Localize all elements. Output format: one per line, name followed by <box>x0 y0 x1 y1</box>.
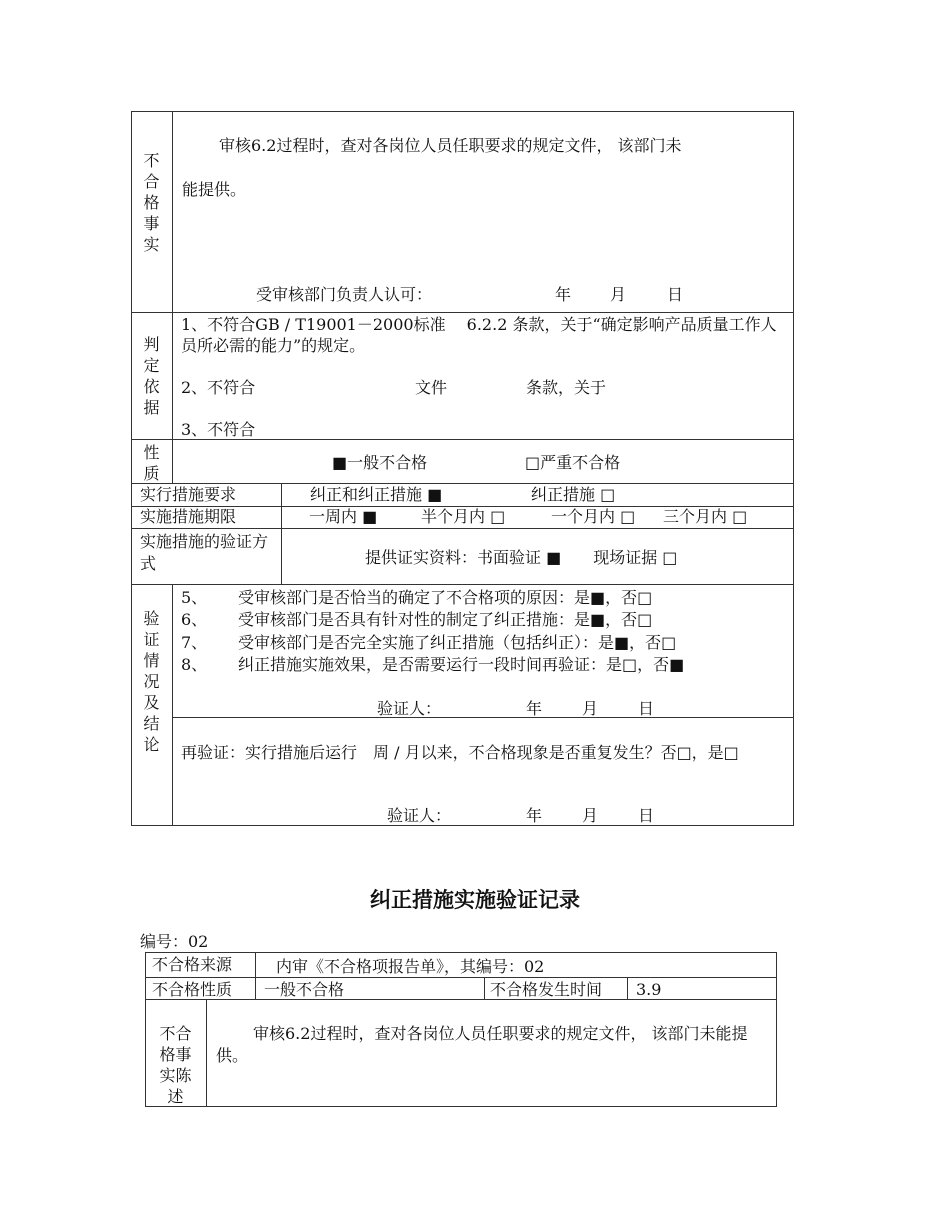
source-label: 不合格来源 <box>152 955 233 974</box>
basis-item-1: 1、不符合GB / T19001－2000标准 6.2.2 条款，关于“确定影响产品质量工作人员所必需的能力”的规定。 <box>181 315 777 355</box>
reverifier-year: 年 <box>526 806 543 825</box>
verifier-year: 年 <box>526 699 543 718</box>
nonconformity-nature-value: 一般不合格 <box>264 980 345 999</box>
approval-label: 受审核部门负责人认可： <box>256 285 433 304</box>
verify-check-6-text: 受审核部门是否具有针对性的制定了纠正措施：是■，否□ <box>238 610 653 629</box>
nature-label: 性 质 <box>143 443 160 483</box>
approval-month: 月 <box>610 285 627 304</box>
basis-item-2-clause: 条款，关于 <box>526 378 607 397</box>
record-title: 纠正措施实施验证记录 <box>370 888 580 912</box>
verify-method-text: 提供证实资料：书面验证 ■ 现场证据 □ <box>365 548 678 567</box>
reverifier-day: 日 <box>638 806 655 825</box>
basis-label: 判 定 依 据 <box>143 335 160 417</box>
fact-text-line-2: 能提供。 <box>182 180 247 199</box>
record-number: 编号：02 <box>140 932 209 951</box>
verify-check-6-number: 6、 <box>181 610 208 629</box>
reverify-text: 再验证：实行措施后运行 周 / 月以来，不合格现象是否重复发生？否□，是□ <box>181 743 739 762</box>
verifier-month: 月 <box>582 699 599 718</box>
occurrence-time-label: 不合格发生时间 <box>490 980 603 999</box>
basis-item-2-prefix: 2、不符合 <box>181 378 256 397</box>
fact-description-text: 审核6.2过程时，查对各岗位人员任职要求的规定文件， 该部门未能提供。 <box>216 1024 748 1065</box>
measure-requirement-option-b: 纠正措施 □ <box>531 485 616 504</box>
nonconformity-nature-label: 不合格性质 <box>152 980 233 999</box>
approval-day: 日 <box>667 285 684 304</box>
verify-check-7-text: 受审核部门是否完全实施了纠正措施（包括纠正）：是■，否□ <box>238 633 677 652</box>
verify-check-5-number: 5、 <box>181 588 208 607</box>
verify-label: 验 证 情 况 及 结 论 <box>143 609 160 754</box>
verify-check-5-text: 受审核部门是否恰当的确定了不合格项的原因：是■，否□ <box>238 588 653 607</box>
fact-description-label: 不合 格事 实陈 述 <box>159 1024 192 1106</box>
verifier-day: 日 <box>638 699 655 718</box>
verifier-label: 验证人： <box>377 699 442 718</box>
reverifier-label: 验证人： <box>387 806 452 825</box>
basis-item-3: 3、不符合 <box>181 420 256 439</box>
nature-general-option: ■一般不合格 <box>332 453 428 472</box>
fact-label: 不 合 格 事 实 <box>143 151 160 254</box>
deadline-option-half-month: 半个月内 □ <box>421 507 506 526</box>
measure-requirement-label: 实行措施要求 <box>140 485 237 504</box>
fact-text-line-1: 审核6.2过程时，查对各岗位人员任职要求的规定文件， 该部门未 <box>219 136 682 155</box>
verify-check-8-number: 8、 <box>181 655 208 674</box>
deadline-option-month: 一个月内 □ <box>551 507 636 526</box>
verify-check-7-number: 7、 <box>181 633 208 652</box>
approval-year: 年 <box>555 285 572 304</box>
deadline-option-three-months: 三个月内 □ <box>663 507 748 526</box>
verify-check-8-text: 纠正措施实施效果，是否需要运行一段时间再验证：是□，否■ <box>238 655 685 674</box>
verify-method-label: 实施措施的验证方式 <box>140 532 269 573</box>
source-value: 内审《不合格项报告单》，其编号：02 <box>276 957 545 976</box>
nature-serious-option: □严重不合格 <box>525 453 621 472</box>
basis-item-2-document: 文件 <box>415 378 448 397</box>
reverifier-month: 月 <box>582 806 599 825</box>
occurrence-time-value: 3.9 <box>636 980 662 999</box>
form-outer-border <box>131 111 794 826</box>
deadline-label: 实施措施期限 <box>140 507 237 526</box>
measure-requirement-option-a: 纠正和纠正措施 ■ <box>310 485 443 504</box>
deadline-option-week: 一周内 ■ <box>309 507 378 526</box>
